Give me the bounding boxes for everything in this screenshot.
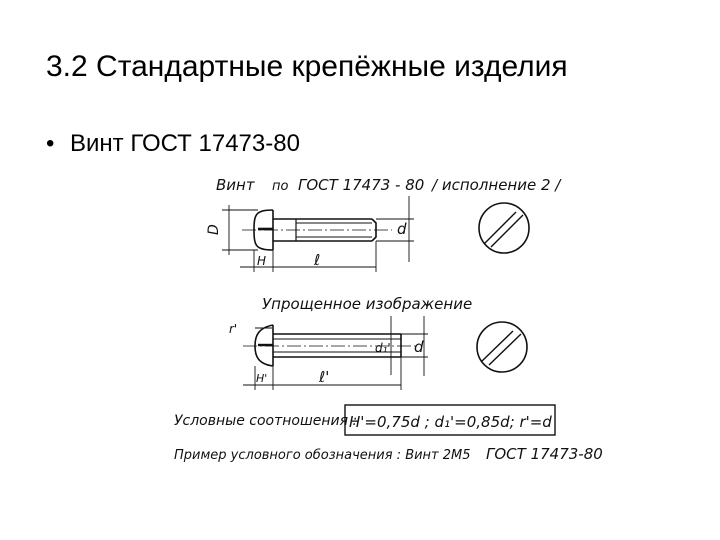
dim-l-label: ℓ — [314, 251, 321, 269]
caption-variant: / исполнение 2 / — [432, 176, 561, 194]
slide-title: 3.2 Стандартные крепёжные изделия — [46, 50, 568, 83]
dim-H1-label: H' — [256, 372, 268, 385]
dim-l1-label: ℓ' — [319, 368, 330, 386]
head-top-view-2 — [477, 322, 527, 372]
head-top-view-1 — [479, 203, 529, 253]
screw-view-full — [242, 210, 392, 250]
caption-simplified: Упрощенное изображение — [262, 295, 473, 313]
relations-label: Условные соотношения : — [174, 413, 358, 429]
caption-gost-top: ГОСТ 17473 - 80 — [298, 176, 425, 194]
dim-r1-label: r' — [229, 322, 238, 336]
bullet-dot: • — [46, 130, 55, 157]
example-label: Пример условного обозначения : Винт 2М5 — [174, 448, 471, 463]
dim-d-simplified-label: d — [414, 338, 424, 356]
dim-D-label: D — [206, 224, 222, 235]
example-gost: ГОСТ 17473-80 — [486, 445, 603, 463]
caption-vint: Винт — [216, 176, 255, 194]
caption-po: по — [272, 179, 289, 194]
dim-d-label: d — [397, 220, 407, 238]
dim-H-label: H — [257, 254, 267, 268]
relations-formula: H'=0,75d ; d₁'=0,85d; r'=d — [349, 413, 552, 431]
bullet-text: Винт ГОСТ 17473-80 — [70, 130, 300, 157]
dim-d1-label: d₁' — [375, 341, 391, 355]
